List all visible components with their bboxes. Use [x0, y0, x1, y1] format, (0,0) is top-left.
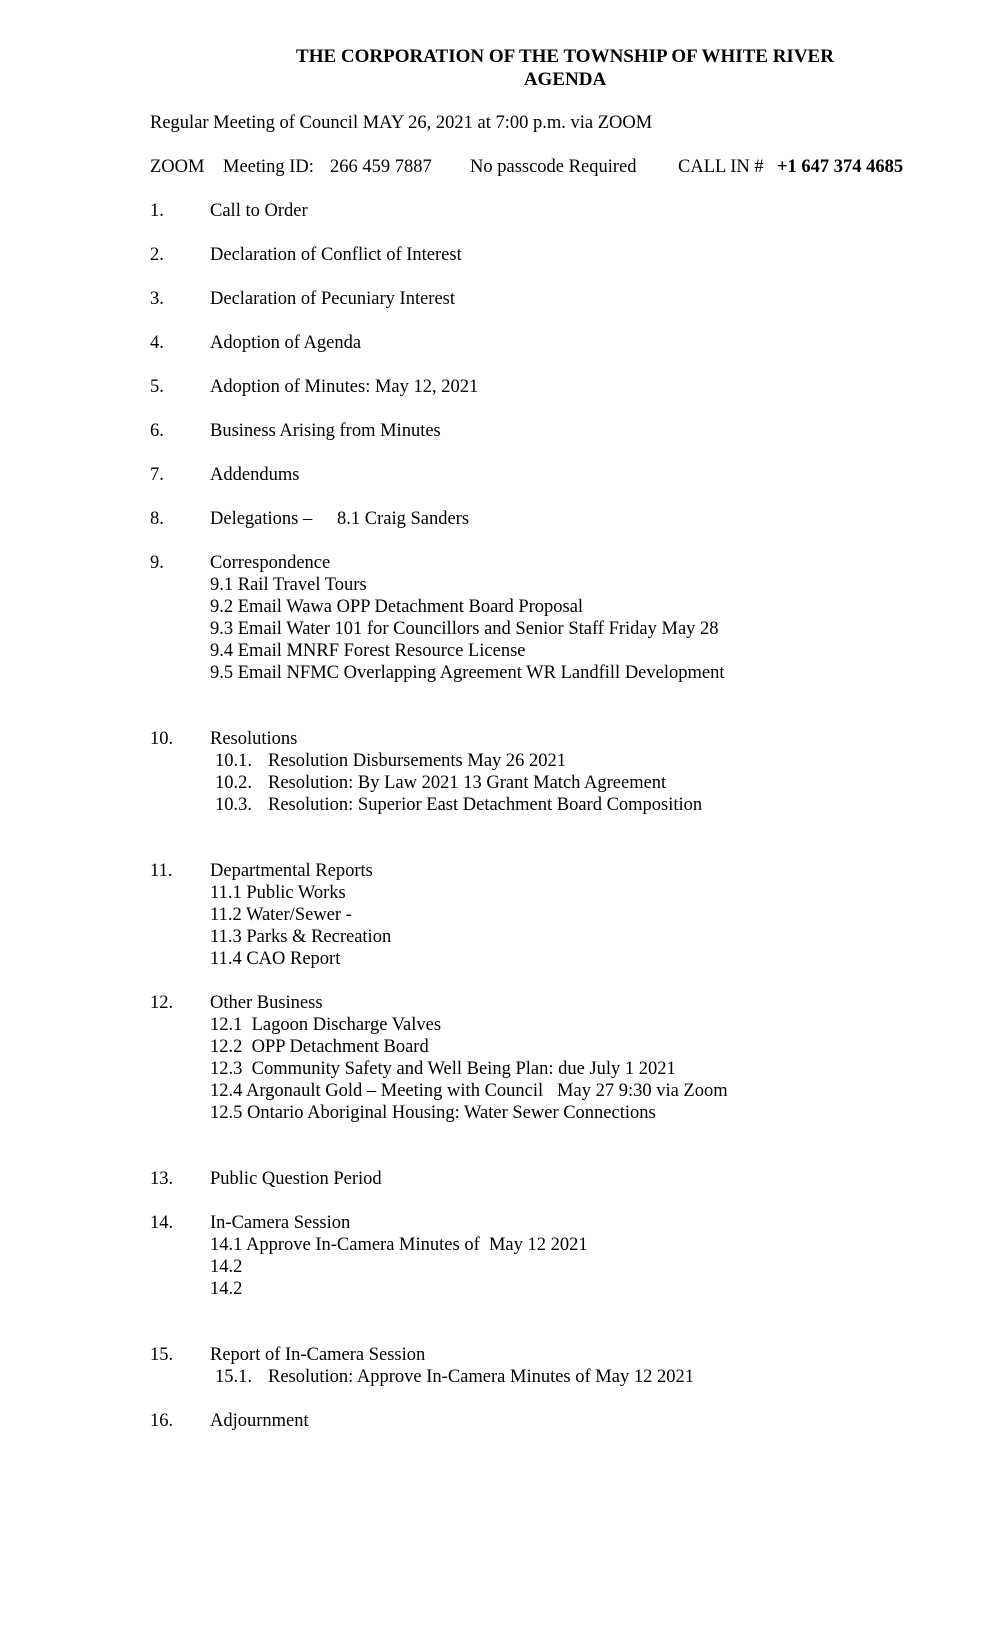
agenda-item-title: Call to Order	[210, 201, 308, 221]
zoom-label: ZOOM	[150, 157, 205, 177]
agenda-subitem: 12.3 Community Safety and Well Being Plan: due July 1 2021	[210, 1059, 676, 1079]
agenda-item-title: Declaration of Pecuniary Interest	[210, 289, 456, 309]
resolution-item	[215, 1366, 694, 1389]
agenda-item-number: 8.	[150, 509, 164, 529]
agenda-item-number: 5.	[150, 377, 164, 397]
agenda-item-title: Resolutions	[210, 729, 298, 749]
resolution-number: 10.3.	[215, 795, 252, 815]
resolution-item	[215, 772, 666, 795]
agenda-item-title: Correspondence	[210, 553, 331, 573]
agenda-item-number: 12.	[150, 993, 174, 1013]
agenda-item-number: 13.	[150, 1169, 174, 1189]
resolution-number: 10.1.	[215, 751, 252, 771]
agenda-item-title: Public Question Period	[210, 1169, 382, 1189]
meeting-description: Regular Meeting of Council MAY 26, 2021 at 7:00 p.m. via ZOOM	[150, 113, 653, 133]
resolution-text: Resolution: Approve In-Camera Minutes of May 12 2021	[268, 1367, 694, 1387]
call-in-number: +1 647 374 4685	[777, 157, 904, 177]
agenda-subitem: 11.3 Parks & Recreation	[210, 927, 392, 947]
passcode-note: No passcode Required	[470, 157, 637, 177]
agenda-item-title: Adoption of Minutes: May 12, 2021	[210, 377, 479, 397]
agenda-subitem: 9.4 Email MNRF Forest Resource License	[210, 641, 526, 661]
agenda-subitem: 9.3 Email Water 101 for Councillors and Senior Staff Friday May 28	[210, 619, 719, 639]
agenda-subitem: 11.4 CAO Report	[210, 949, 341, 969]
document-title: THE CORPORATION OF THE TOWNSHIP OF WHITE RIVER	[296, 46, 834, 67]
agenda-subitem: 14.2	[210, 1279, 243, 1299]
agenda-subitem: 11.1 Public Works	[210, 883, 346, 903]
agenda-subitem: 9.2 Email Wawa OPP Detachment Board Proposal	[210, 597, 584, 617]
agenda-item-number: 15.	[150, 1345, 174, 1365]
agenda-item-number: 2.	[150, 245, 164, 265]
agenda-item-title: Other Business	[210, 993, 323, 1013]
resolution-number: 10.2.	[215, 773, 252, 793]
agenda-item-title: Report of In-Camera Session	[210, 1345, 426, 1365]
agenda-item-number: 3.	[150, 289, 164, 309]
agenda-item-number: 4.	[150, 333, 164, 353]
agenda-item-title: Delegations –	[210, 509, 313, 529]
resolution-item	[215, 794, 702, 817]
resolution-text: Resolution: By Law 2021 13 Grant Match Agreement	[268, 773, 667, 793]
agenda-item-number: 14.	[150, 1213, 174, 1233]
agenda-item-title: Business Arising from Minutes	[210, 421, 441, 441]
agenda-item-title: Addendums	[210, 465, 300, 485]
agenda-item-number: 11.	[150, 861, 173, 881]
agenda-subitem: 12.4 Argonault Gold – Meeting with Council May 27 9:30 via Zoom	[210, 1081, 728, 1101]
agenda-item-number: 1.	[150, 201, 164, 221]
agenda-subitem: 9.1 Rail Travel Tours	[210, 575, 367, 595]
agenda-item-title: Declaration of Conflict of Interest	[210, 245, 462, 265]
agenda-item-number: 6.	[150, 421, 164, 441]
agenda-item-title: Departmental Reports	[210, 861, 373, 881]
agenda-item-number: 9.	[150, 553, 164, 573]
resolution-item	[215, 750, 566, 773]
agenda-item-number: 7.	[150, 465, 164, 485]
agenda-subitem: 12.1 Lagoon Discharge Valves	[210, 1015, 442, 1035]
agenda-subitem: 12.2 OPP Detachment Board	[210, 1037, 429, 1057]
agenda-subitem: 9.5 Email NFMC Overlapping Agreement WR Landfill Development	[210, 663, 725, 683]
agenda-subitem: 12.5 Ontario Aboriginal Housing: Water Sewer Connections	[210, 1103, 656, 1123]
agenda-item-number: 16.	[150, 1411, 174, 1431]
agenda-subitem: 14.2	[210, 1257, 243, 1277]
agenda-subitem: 8.1 Craig Sanders	[337, 509, 470, 529]
agenda-subitem: 14.1 Approve In-Camera Minutes of May 12 2021	[210, 1235, 588, 1255]
agenda-subitem: 11.2 Water/Sewer -	[210, 905, 352, 925]
document-subtitle: AGENDA	[523, 69, 607, 90]
call-in-label: CALL IN #	[678, 157, 764, 177]
agenda-item-number: 10.	[150, 729, 174, 749]
resolution-number: 15.1.	[215, 1367, 252, 1387]
meeting-id: 266 459 7887	[330, 157, 432, 177]
resolution-text: Resolution: Superior East Detachment Board Composition	[268, 795, 703, 815]
meeting-id-label: Meeting ID:	[223, 157, 314, 177]
resolution-text: Resolution Disbursements May 26 2021	[268, 751, 567, 771]
agenda-item-title: Adjournment	[210, 1411, 309, 1431]
agenda-item-title: In-Camera Session	[210, 1213, 351, 1233]
agenda-item-title: Adoption of Agenda	[210, 333, 362, 353]
